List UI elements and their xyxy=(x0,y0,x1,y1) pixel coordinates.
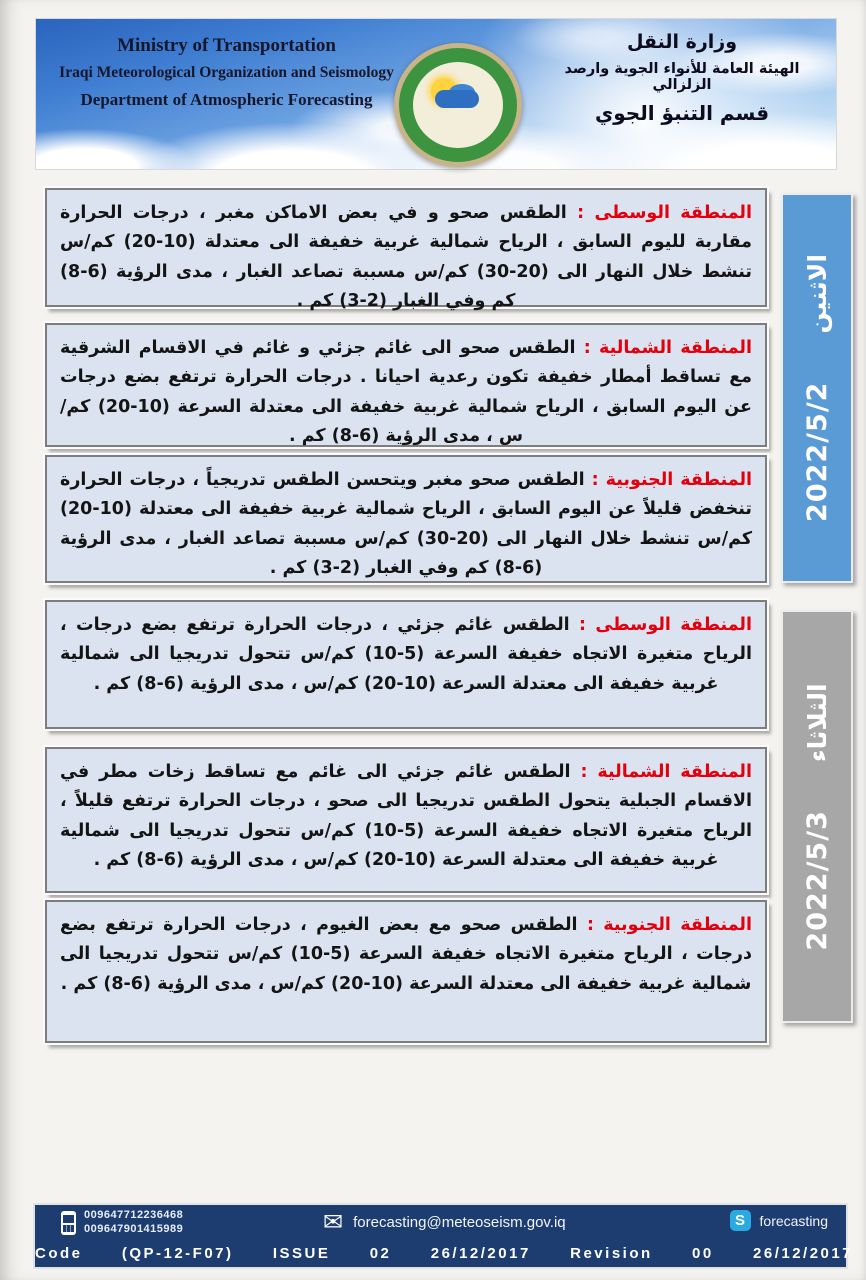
day-tab-tuesday xyxy=(781,610,853,1023)
ministry-name-ar: وزارة النقل xyxy=(626,31,738,53)
day-name-label: الاثنين xyxy=(802,254,832,334)
day-tab-label-group xyxy=(783,195,851,581)
region-title: المنطقة الوسطى : xyxy=(579,615,752,635)
cloud-icon xyxy=(435,90,479,108)
day-date-label: 2022/5/3 xyxy=(801,809,833,951)
phone-contact xyxy=(61,1209,183,1237)
document-code-line: Code (QP-12-F07) ISSUE 02 26/12/2017 Revision 00 26/12/2017 xyxy=(35,1245,854,1262)
phone-numbers xyxy=(84,1209,183,1237)
forecast-box-tuesday-southern xyxy=(45,900,767,1043)
organization-name-en: Iraqi Meteorological Organization and Seismology xyxy=(59,64,394,81)
region-title: المنطقة الوسطى : xyxy=(577,203,752,223)
day-date-label: 2022/5/2 xyxy=(801,381,833,522)
organization-seal-icon xyxy=(394,43,522,167)
forecast-text: الطقس صحو مع بعض الغيوم ، درجات الحرارة ترتفع بضع درجات ، الرياح متغيرة الاتجاه خفيفة السرعة (5-10) كم/س تتحول تدريجيا الى شمالية غربية خفيفة الى معتدلة السرعة (10-20) كم/س ، مدى الرؤية (6-8) كم . xyxy=(60,915,752,994)
region-title: المنطقة الجنوبية : xyxy=(591,470,753,490)
forecast-box-monday-southern xyxy=(45,455,767,583)
department-name-ar: قسم التنبؤ الجوي xyxy=(594,101,770,125)
footer-contact-row xyxy=(35,1205,846,1241)
seal-inner-face xyxy=(413,62,503,148)
forecast-box-monday-northern xyxy=(45,323,767,447)
forecast-text: الطقس صحو و في بعض الاماكن مغبر ، درجات الحرارة مقاربة لليوم السابق ، الرياح شمالية غربية خفيفة الى معتدلة (10-20) كم/س تنشط خلال النهار الى (20-30) كم/س مسببة تصاعد الغبار ، مدى الرؤية (6-8) كم وفي الغبار (2-3) كم . xyxy=(60,203,752,312)
day-tab-monday xyxy=(781,193,853,583)
region-title: المنطقة الشمالية : xyxy=(583,338,752,358)
organization-name-ar: الهيئة العامة للأنواء الجوية وارصد الزلزالي xyxy=(564,61,800,93)
forecast-text: الطقس صحو مغبر ويتحسن الطقس تدريجياً ، درجات الحرارة تنخفض قليلاً عن اليوم السابق ، الرياح شمالية غربية خفيفة الى معتدلة (10-20) كم/س تنشط خلال النهار الى (20-30) كم/س مسببة تصاعد الغبار ، مدى الرؤية (6-8) كم وفي الغبار (2-3) كم . xyxy=(60,470,752,579)
skype-contact xyxy=(730,1210,828,1231)
email-address: forecasting@meteoseism.gov.iq xyxy=(353,1213,566,1231)
header-sky-banner xyxy=(35,18,837,170)
department-name-en: Department of Atmospheric Forecasting xyxy=(80,90,373,109)
ministry-title-arabic xyxy=(542,31,822,125)
skype-icon: S xyxy=(730,1210,751,1231)
phone-number-2: 009647901415989 xyxy=(84,1222,184,1235)
forecast-box-monday-central xyxy=(45,188,767,312)
skype-username: forecasting xyxy=(759,1212,828,1229)
ministry-name-en: Ministry of Transportation xyxy=(117,35,336,56)
day-name-label: الثلاثاء xyxy=(802,682,832,762)
email-contact xyxy=(323,1210,566,1234)
phone-number-1: 009647712236468 xyxy=(84,1209,184,1221)
region-title: المنطقة الجنوبية : xyxy=(586,915,752,935)
ministry-title-english xyxy=(54,35,399,110)
region-title: المنطقة الشمالية : xyxy=(580,762,752,782)
mobile-phone-icon xyxy=(61,1211,76,1235)
forecast-box-tuesday-central xyxy=(45,600,767,729)
forecast-text: الطقس صحو الى غائم جزئي و غائم في الاقسام الشرقية مع تساقط أمطار خفيفة تكون رعدية احيانا . درجات الحرارة ترتفع بضع درجات عن اليوم السابق ، الرياح شمالية غربية خفيفة الى معتدلة السرعة (10-20) كم/س ، مدى الرؤية (6-8) كم . xyxy=(60,338,752,447)
footer-bar xyxy=(35,1205,854,1267)
day-tab-label-group xyxy=(783,612,851,1021)
envelope-icon: ✉ xyxy=(323,1208,344,1236)
forecast-box-tuesday-northern xyxy=(45,747,767,893)
forecast-text: الطقس غائم جزئي الى غائم مع تساقط زخات مطر في الاقسام الجبلية يتحول الطقس تدريجيا الى صحو ، درجات الحرارة ترتفع قليلاً ، الرياح متغيرة الاتجاه خفيفة السرعة (5-10) كم/س تتحول تدريجيا الى شمالية غربية خفيفة الى معتدلة السرعة (10-20) كم/س ، مدى الرؤية (6-8) كم . xyxy=(60,762,752,871)
forecast-text: الطقس غائم جزئي ، درجات الحرارة ترتفع بضع درجات ، الرياح متغيرة الاتجاه خفيفة السرعة (5-10) كم/س تتحول تدريجيا الى شمالية غربية خفيفة الى معتدلة السرعة (10-20) كم/س ، مدى الرؤية (6-8) كم . xyxy=(60,615,752,694)
